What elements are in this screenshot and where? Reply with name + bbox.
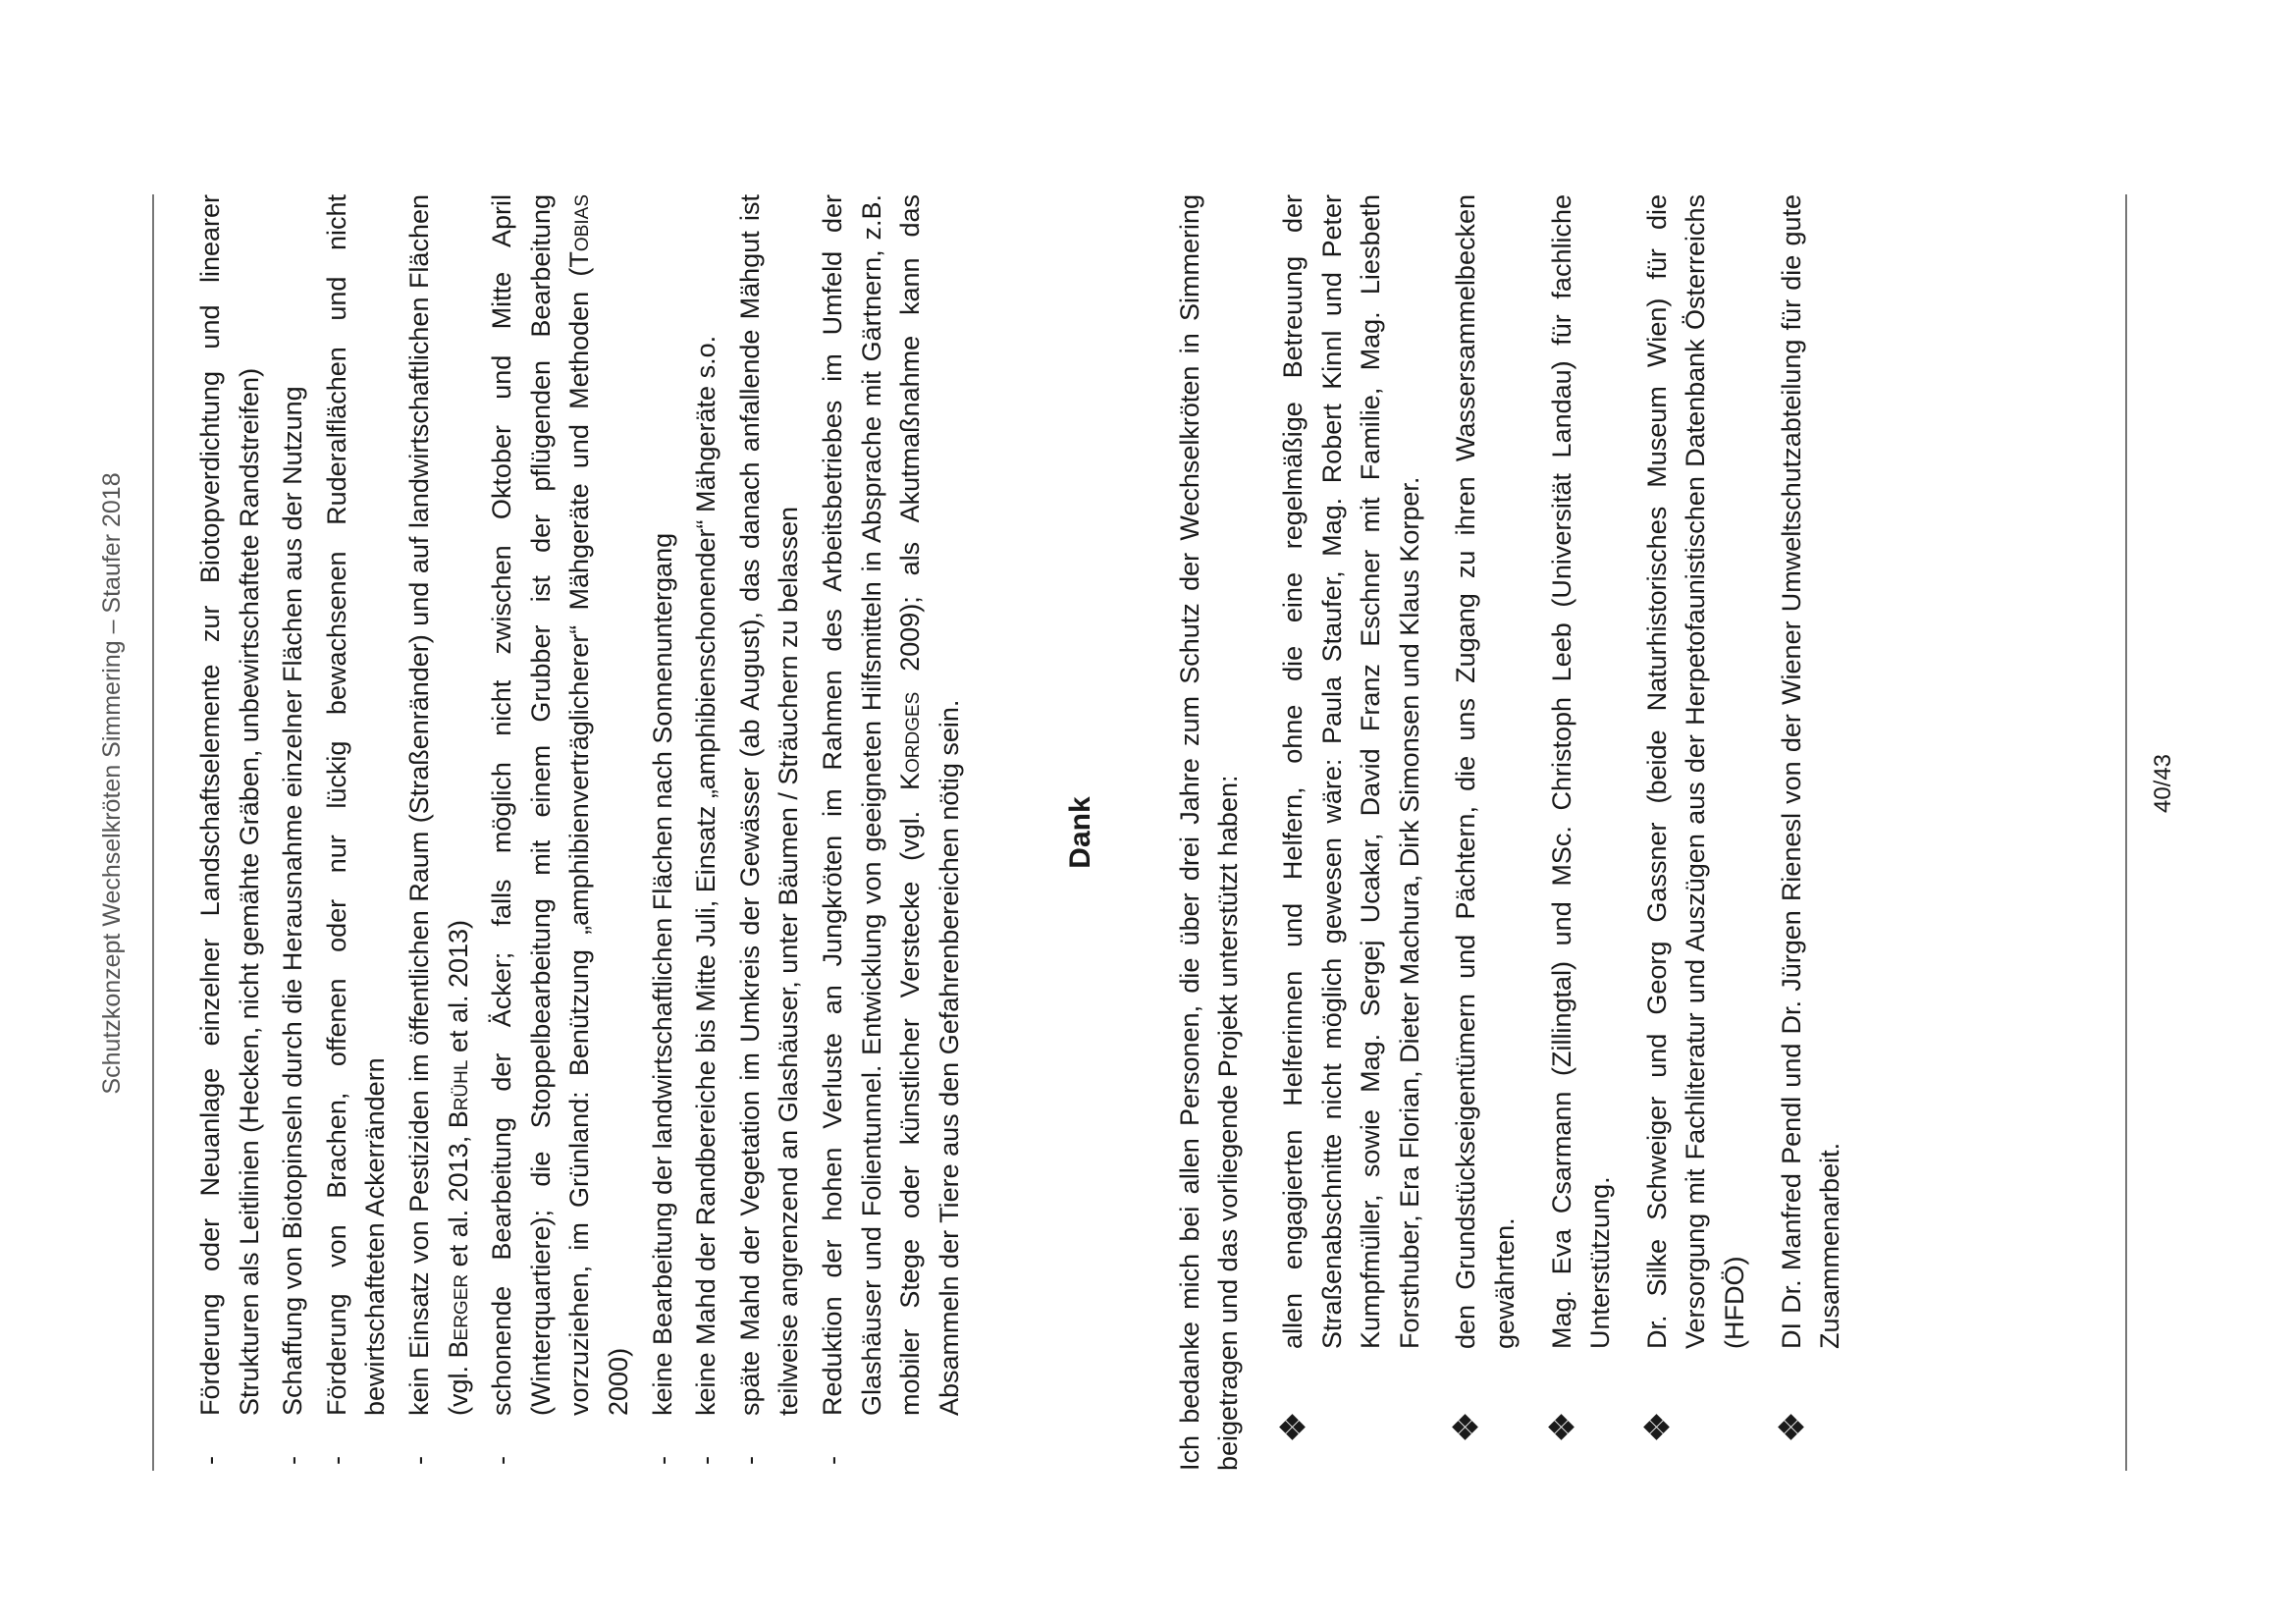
measure-item	[318, 194, 396, 1471]
acknowledgement-text: Mag. Eva Csarmann (Zillingtal) und MSc. Christoph Leeb (Universität Landau) für fachliche Unterstützung.	[1546, 194, 1616, 1349]
diamond-bullet-icon	[1644, 1414, 1670, 1439]
measure-item	[644, 194, 683, 1471]
measure-item	[274, 194, 313, 1471]
measures-list	[191, 194, 969, 1471]
measure-text: keine Mahd der Randbereiche bis Mitte Juli, Einsatz „amphibienschonender“ Mähgeräte s.o.	[691, 335, 721, 1416]
citation-author: Berger	[443, 1273, 473, 1359]
page-number: 40/43	[2150, 753, 2176, 814]
measure-item	[731, 194, 809, 1471]
measure-text: Förderung oder Neuanlage einzelner Landschaftselemente zur Biotopverdichtung und linearer Strukturen als Leitlinien (Hecken, nicht gemähte Gräben, unbewirtschaftete Randstreifen)	[195, 194, 264, 1416]
measure-item	[483, 194, 638, 1471]
acknowledgement-item	[1447, 194, 1524, 1471]
acknowledgement-item	[1274, 194, 1429, 1471]
measure-text: Schaffung von Biotopinseln durch die Herausnahme einzelner Flächen aus der Nutzung	[278, 386, 308, 1416]
citation-author: Tobias	[564, 194, 595, 268]
running-header: Schutzkonzept Wechselkröten Simmering – Staufer 2018	[98, 472, 126, 1095]
section-title: Dank	[1064, 796, 1097, 869]
measure-item	[400, 194, 478, 1471]
acknowledgement-item	[1773, 194, 1850, 1471]
acknowledgement-intro: Ich bedanke mich bei allen Personen, die über drei Jahre zum Schutz der Wechselkröten in Simmering beigetragen und das vorliegende Projekt unterstützt haben:	[1174, 194, 1244, 1471]
citation-author: Kordges	[895, 691, 926, 790]
measure-text: Förderung von Brachen, offenen oder nur lückig bewachsenen Ruderalflächen und nicht bewirtschafteten Ackerrändern	[321, 194, 391, 1416]
acknowledgement-text: Dr. Silke Schweiger und Georg Gassner (beide Naturhistorisches Museum Wien) für die Versorgung mit Fachliteratur und Auszügen aus der Herpetofaunistischen Datenbank Österreichs (HFDÖ)	[1641, 194, 1749, 1349]
acknowledgement-list	[1274, 194, 1850, 1471]
acknowledgement-text: den Grundstückseigentümern und Pächtern, die uns Zugang zu ihren Wassersammelbecken gewährten.	[1451, 194, 1521, 1349]
measure-text: keine Bearbeitung der landwirtschaftlichen Flächen nach Sonnenuntergang	[647, 532, 677, 1416]
measure-text-part: 2009); als Akutmaßnahme kann das Absammeln der Tiere aus den Gefahrenbereichen nötig sein.	[895, 194, 964, 1416]
footer-rule	[2125, 194, 2127, 1471]
diamond-bullet-icon	[1453, 1414, 1478, 1439]
measure-item	[191, 194, 269, 1471]
measure-text: späte Mahd der Vegetation im Umkreis der Gewässer (ab August), das danach anfallende Mähgut ist teilweise angrenzend an Glashäuser, unter Bäumen / Sträuchern zu belassen	[734, 194, 804, 1416]
measure-text-part: 2000)	[603, 1347, 633, 1416]
diamond-bullet-icon	[1779, 1414, 1804, 1439]
acknowledgement-text: allen engagierten Helferinnen und Helfern, ohne die eine regelmäßige Betreuung der Straßenabschnitte nicht möglich gewesen wäre: Paula Staufer, Mag. Robert Kinnl und Peter Kumpfmüller, sowie Mag. Sergej Ucakar, David Franz Eschner mit Familie, Mag. Liesbeth Forsthuber, Era Florian, Dieter Machura, Dirk Simonsen und Klaus Korper.	[1278, 194, 1424, 1349]
measure-text-part: kein Einsatz von Pestiziden im öffentlichen Raum (Straßenränder) und auf landwirtschaftlichen Flächen (vgl.	[403, 194, 473, 1416]
diamond-bullet-icon	[1280, 1414, 1306, 1439]
measure-text-part: et al. 2013)	[443, 919, 473, 1060]
measure-text-part: Reduktion der hohen Verluste an Jungkröten im Rahmen des Arbeitsbetriebes im Umfeld der Glashäuser und Folientunnel. Entwicklung von geeigneten Hilfsmitteln in Absprache mit Gärtnern, z.B. mobiler Stege oder künstlicher Verstecke (vgl.	[817, 194, 926, 1416]
measure-item	[687, 194, 726, 1471]
acknowledgement-item	[1638, 194, 1755, 1471]
acknowledgement-item	[1543, 194, 1621, 1471]
measure-text-part: schonende Bearbeitung der Äcker; falls möglich nicht zwischen Oktober und Mitte April (Winterquartiere); die Stoppelbearbeitung mit einem Grubber ist der pflügenden Bearbeitung vorzuziehen, im Grünland: Benützung „amphibienverträglicherer“ Mähgeräte und Methoden (	[487, 194, 595, 1416]
diamond-bullet-icon	[1549, 1414, 1575, 1439]
header-rule	[152, 194, 154, 1471]
page-content	[191, 194, 1868, 1471]
measure-text-part: et al. 2013,	[443, 1128, 473, 1274]
measure-item	[814, 194, 969, 1471]
acknowledgement-text: DI Dr. Manfred Pendl und Dr. Jürgen Rienesl von der Wiener Umweltschutzabteilung für die gute Zusammenarbeit.	[1776, 194, 1845, 1349]
citation-author: Brühl	[443, 1059, 473, 1129]
